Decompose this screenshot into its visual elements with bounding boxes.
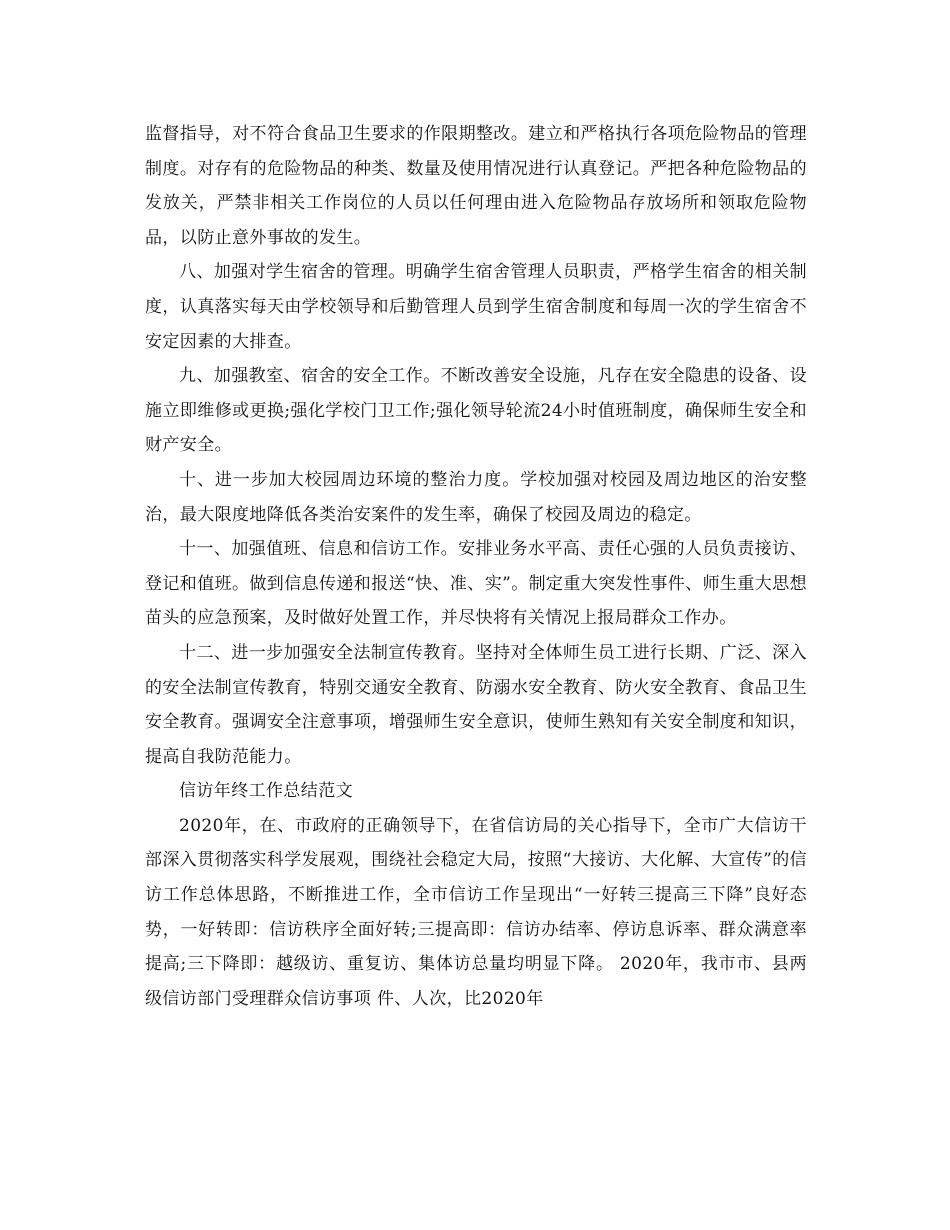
- paragraph-item-9: 九、加强教室、宿舍的安全工作。不断改善安全设施，凡存在安全隐患的设备、设施立即维修或更换;强化学校门卫工作;强化领导轮流24小时值班制度，确保师生安全和财产安全。: [145, 366, 807, 456]
- section-title: 信访年终工作总结范文: [179, 781, 353, 802]
- paragraph-item-12: 十二、进一步加强安全法制宣传教育。坚持对全体师生员工进行长期、广泛、深入的安全法制宣传教育，特别交通安全教育、防溺水安全教育、防火安全教育、食品卫生安全教育。强调安全注意事项，增强师生安全意识，使师生熟知有关安全制度和知识，提高自我防范能力。: [145, 642, 807, 767]
- paragraph-continued: 监督指导，对不符合食品卫生要求的作限期整改。建立和严格执行各项危险物品的管理制度。对存有的危险物品的种类、数量及使用情况进行认真登记。严把各种危险物品的发放关，严禁非相关工作岗位的人员以任何理由进入危险物品存放场所和领取危险物品，以防止意外事故的发生。: [145, 124, 807, 248]
- paragraph-2020-summary: 2020年，在、市政府的正确领导下，在省信访局的关心指导下，全市广大信访干部深入贯彻落实科学发展观，围绕社会稳定大局，按照“大接访、大化解、大宣传”的信访工作总体思路，不断推进工作，全市信访工作呈现出“一好转三提高三下降”良好态势，一好转即：信访秩序全面好转;三提高即：信访办结率、停访息诉率、群众满意率提高;三下降即：越级访、重复访、集体访总量均明显下降。 2020年，我市市、县两级信访部门受理群众信访事项 件、人次，比2020年: [145, 815, 807, 1009]
- paragraph-item-8: 八、加强对学生宿舍的管理。明确学生宿舍管理人员职责，严格学生宿舍的相关制度，认真落实每天由学校领导和后勤管理人员到学生宿舍制度和每周一次的学生宿舍不安定因素的大排查。: [145, 262, 807, 352]
- paragraph-item-10: 十、进一步加大校园周边环境的整治力度。学校加强对校园及周边地区的治安整治，最大限度地降低各类治安案件的发生率，确保了校园及周边的稳定。: [145, 469, 807, 525]
- paragraph-item-11: 十一、加强值班、信息和信访工作。安排业务水平高、责任心强的人员负责接访、登记和值班。做到信息传递和报送“快、准、实”。制定重大突发性事件、师生重大思想苗头的应急预案，及时做好处置工作，并尽快将有关情况上报局群众工作办。: [145, 539, 807, 629]
- document-body: [145, 117, 807, 1016]
